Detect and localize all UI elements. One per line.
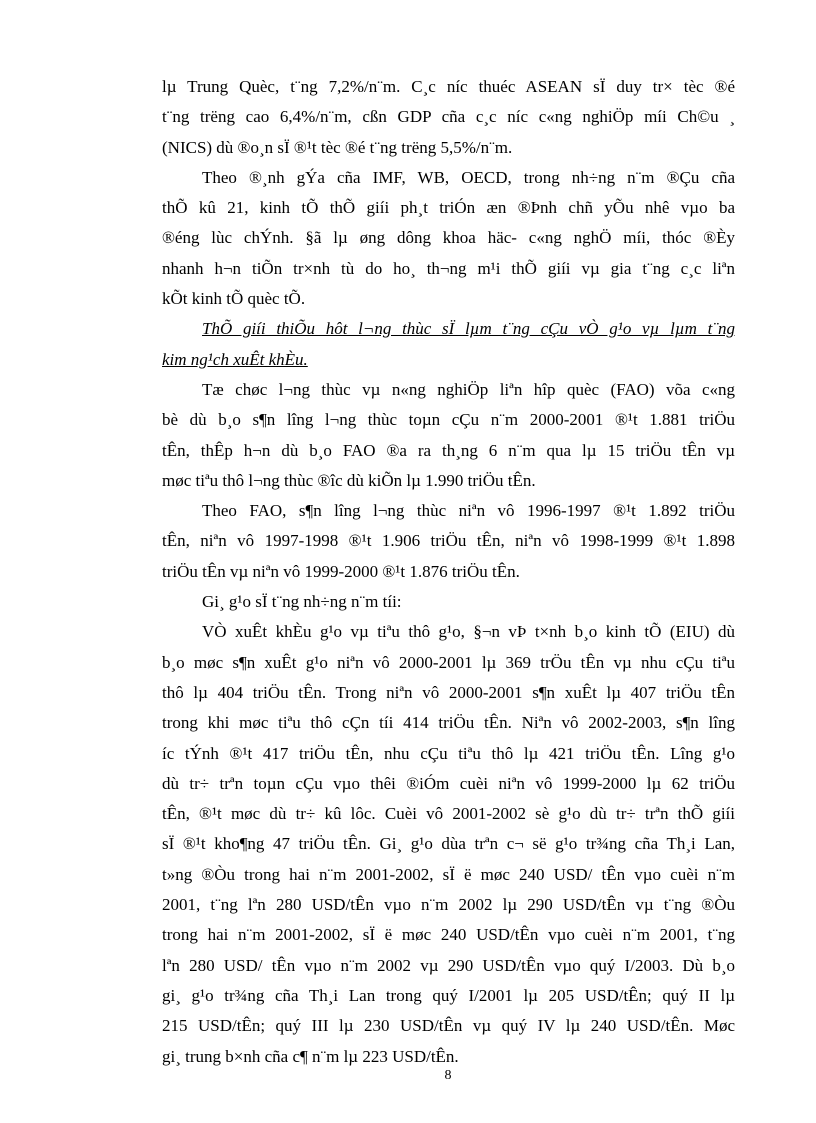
paragraph-line: sÏ ®¹t kho¶ng 47 triÖu tÊn. Gi¸ g¹o dùa trªn c¬ së g¹o tr¾ng cña Th¸i Lan, — [162, 834, 735, 854]
paragraph-line: t»ng ®Òu trong hai n¨m 2001-2002, sÏ ë møc 240 USD/ tÊn vµo cuèi n¨m — [162, 864, 735, 884]
section-heading-line: ThÕ giíi thiÕu hôt l¬ng thùc sÏ lµm t¨ng cÇu vÒ g¹o vµ lµm t¨ng — [202, 319, 735, 339]
paragraph-line: Tæ chøc l¬ng thùc vµ n«ng nghiÖp liªn hîp quèc (FAO) võa c«ng — [202, 379, 735, 399]
paragraph-line: møc tiªu thô l¬ng thùc ®îc dù kiÕn lµ 1.990 triÖu tÊn. — [162, 470, 536, 490]
paragraph-line: dù tr÷ trªn toµn cÇu vµo thêi ®iÓm cuèi niªn vô 1999-2000 lµ 62 triÖu — [162, 773, 735, 793]
paragraph-line: gi¸ trung b×nh cña c¶ n¨m lµ 223 USD/tÊn. — [162, 1046, 459, 1066]
paragraph-line: 215 USD/tÊn; quý III lµ 230 USD/tÊn vµ quý IV lµ 240 USD/tÊn. Møc — [162, 1016, 735, 1036]
paragraph-line: tÊn, thÊp h¬n dù b¸o FAO ®a ra th¸ng 6 n¨m qua lµ 15 triÖu tÊn vµ — [162, 440, 735, 460]
paragraph-line: 2001, t¨ng lªn 280 USD/tÊn vµo n¨m 2002 lµ 290 USD/tÊn vµ t¨ng ®Òu — [162, 895, 735, 915]
paragraph-line: nhanh h¬n tiÕn tr×nh tù do ho¸ th¬ng m¹i thÕ giíi vµ gia t¨ng c¸c liªn — [162, 258, 735, 278]
paragraph-line: tÊn, niªn vô 1997-1998 ®¹t 1.906 triÖu tÊn, niªn vô 1998-1999 ®¹t 1.898 — [162, 531, 735, 551]
paragraph-line: trong khi møc tiªu thô cÇn tíi 414 triÖu tÊn. Niªn vô 2002-2003, s¶n lîng — [162, 713, 735, 733]
paragraph-line: tÊn, ®¹t møc dù tr÷ kû lôc. Cuèi vô 2001-2002 sè g¹o dù tr÷ trªn thÕ giíi — [162, 804, 735, 824]
paragraph-line: Theo ®¸nh gÝa cña IMF, WB, OECD, trong nh÷ng n¨m ®Çu cña — [202, 167, 735, 187]
paragraph-line: thÕ kû 21, kinh tÕ thÕ giíi ph¸t triÓn æn ®Þnh chñ yÕu nhê vµo ba — [162, 198, 735, 218]
paragraph-line: (NICS) dù ®o¸n sÏ ®¹t tèc ®é t¨ng trëng 5,5%/n¨m. — [162, 137, 513, 157]
paragraph-line: bè dù b¸o s¶n lîng l¬ng thùc toµn cÇu n¨m 2000-2001 ®¹t 1.881 triÖu — [162, 410, 735, 430]
paragraph-line: b¸o møc s¶n xuÊt g¹o niªn vô 2000-2001 lµ 369 trÖu tÊn vµ nhu cÇu tiªu — [162, 652, 735, 672]
paragraph-line: lµ Trung Quèc, t¨ng 7,2%/n¨m. C¸c níc thuéc ASEAN sÏ duy tr× tèc ®é — [162, 77, 735, 96]
paragraph-line: triÖu tÊn vµ niªn vô 1999-2000 ®¹t 1.876 triÖu tÊn. — [162, 561, 520, 581]
paragraph-line: thô lµ 404 triÖu tÊn. Trong niªn vô 2000-2001 s¶n xuÊt lµ 407 triÖu tÊn — [162, 682, 735, 702]
paragraph-line: Theo FAO, s¶n lîng l¬ng thùc niªn vô 1996-1997 ®¹t 1.892 triÖu — [202, 501, 735, 521]
paragraph-line: t¨ng trëng cao 6,4%/n¨m, cßn GDP cña c¸c níc c«ng nghiÖp míi Ch©u ¸ — [162, 107, 735, 127]
page-number: 8 — [444, 1068, 452, 1083]
paragraph-line: kÕt kinh tÕ quèc tÕ. — [162, 289, 306, 309]
paragraph-line: trong hai n¨m 2001-2002, sÏ ë møc 240 USD/tÊn vµo cuèi n¨m 2001, t¨ng — [162, 925, 735, 945]
paragraph-line: ®éng lùc chÝnh. §ã lµ øng dông khoa häc- c«ng nghÖ míi, thóc ®Èy — [162, 228, 735, 248]
document-body — [162, 72, 735, 1072]
paragraph-line: lªn 280 USD/ tÊn vµo n¨m 2002 vµ 290 USD/tÊn vµo quý I/2003. Dù b¸o — [162, 955, 735, 975]
paragraph-line: Gi¸ g¹o sÏ t¨ng nh÷ng n¨m tíi: — [202, 592, 402, 612]
paragraph-line: VÒ xuÊt khÈu g¹o vµ tiªu thô g¹o, §¬n vÞ t×nh b¸o kinh tÕ (EIU) dù — [202, 622, 735, 642]
paragraph-line: íc tÝnh ®¹t 417 triÖu tÊn, nhu cÇu tiªu thô lµ 421 triÖu tÊn. Lîng g¹o — [162, 743, 735, 763]
section-heading-line: kim ng¹ch xuÊt khÈu. — [162, 349, 308, 369]
paragraph-line: gi¸ g¹o tr¾ng cña Th¸i Lan trong quý I/2001 lµ 205 USD/tÊn; quý II lµ — [162, 985, 735, 1005]
